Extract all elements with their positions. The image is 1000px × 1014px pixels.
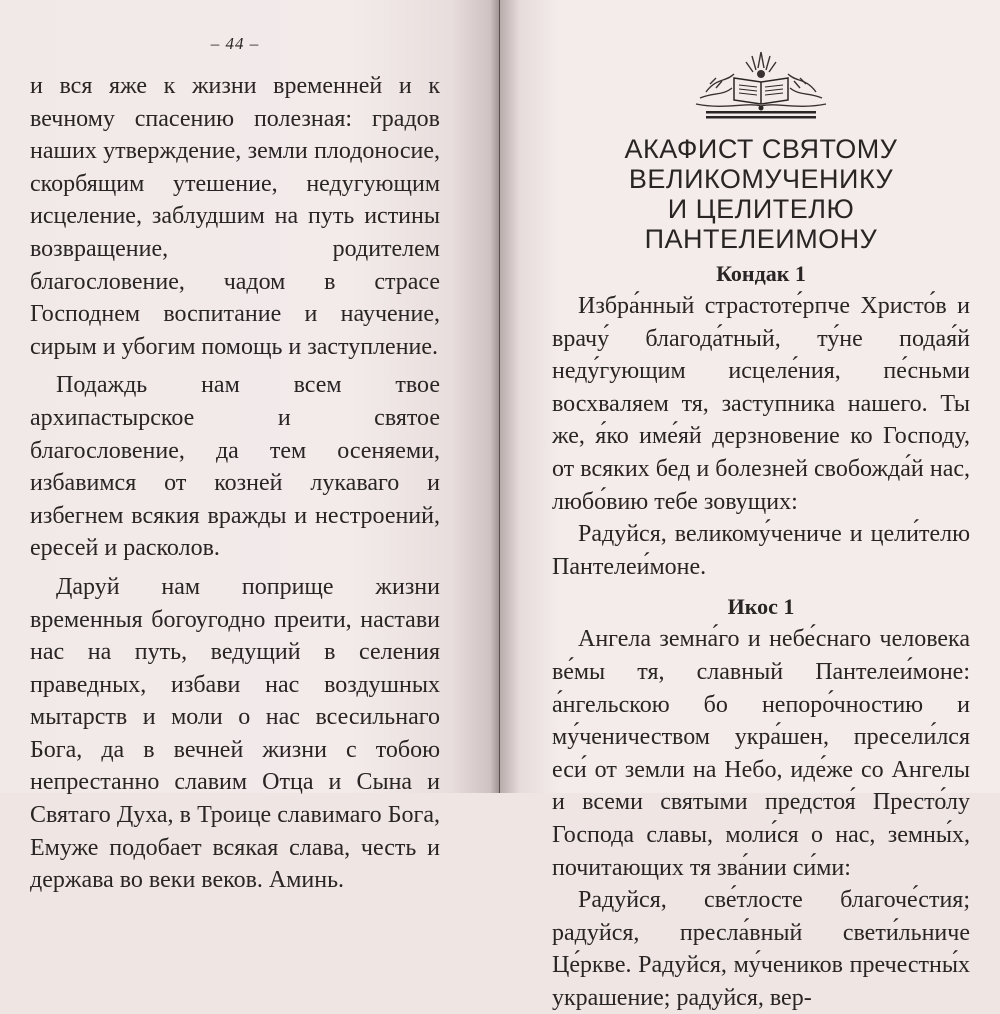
- right-page: [500, 0, 1000, 1011]
- akathist-title: [552, 134, 970, 254]
- paragraph: Радуйся, све́тлосте благоче́стия; радуйся, пресла́вный свети́льниче Це́ркве. Радуйся, му́чеников пречестны́х украшение; радуйся, вер-: [552, 887, 970, 1011]
- kondak-heading: Кондак 1: [716, 261, 806, 286]
- ikos-heading: Икос 1: [727, 594, 795, 620]
- title-line: ВЕЛИКОМУЧЕНИКУ: [628, 164, 894, 194]
- title-line: И ЦЕЛИТЕЛЮ ПАНТЕЛЕИМОНУ: [644, 194, 878, 254]
- paragraph: Радуйся, великому́чениче и цели́телю Пантелеи́моне.: [552, 521, 970, 580]
- paragraph: Ангела земна́го и небе́снаго человека ве́мы тя, славный Пантелеи́моне: а́нгельскою бо непоро́чностию и му́ченичеством укра́шен, пресели́лся еси́ от земли на Небо, иде́же со Ангелы и всеми святыми предстоя́ Престо́лу Господа славы, моли́ся о нас, земны́х, почитающих тя зва́нии си́ми:: [552, 626, 970, 881]
- paragraph: Подаждь нам всем твое архипастырское и святое благословение, да тем осеняеми, избавимся от козней лукаваго и избегнем всякия вражды и нестроений, ересей и расколов.: [30, 372, 440, 562]
- left-page: [0, 0, 500, 894]
- book-ornament-icon: [686, 48, 836, 120]
- paragraph: и вся яже к жизни временней и к вечному спасению полезная: градов наших утверждение, земли плодоносие, скорбящим утешение, недугующим исцеление, заблудшим на путь истины возвращение, родителем благословение, чадом в страсе Господнем воспитание и научение, сирым и убогим помощь и заступление.: [30, 73, 440, 360]
- page-number: – 44 –: [210, 34, 260, 53]
- paragraph: Даруй нам поприще жизни временныя богоугодно преити, настави нас на путь, ведущий в селения праведных, избави нас воздушных мытарств и моли о нас всесильнаго Бога, да в вечней жизни с тобою непрестанно славим Отца и Сына и Святаго Духа, в Троице славимаго Бога, Емуже подобает всякая слава, честь и держава во веки веков. Аминь.: [30, 573, 440, 894]
- title-line: АКАФИСТ СВЯТОМУ: [624, 134, 898, 164]
- paragraph: Избра́нный страстоте́рпче Христо́в и врачу́ благода́тный, ту́не подая́й неду́гующим исцеле́ния, пе́сньми восхваляем тя, заступника нашего. Ты же, я́ко име́яй дерзновение ко Господу, от всяких бед и болезней свобожда́й нас, любо́вию тебе зовущих:: [552, 293, 970, 515]
